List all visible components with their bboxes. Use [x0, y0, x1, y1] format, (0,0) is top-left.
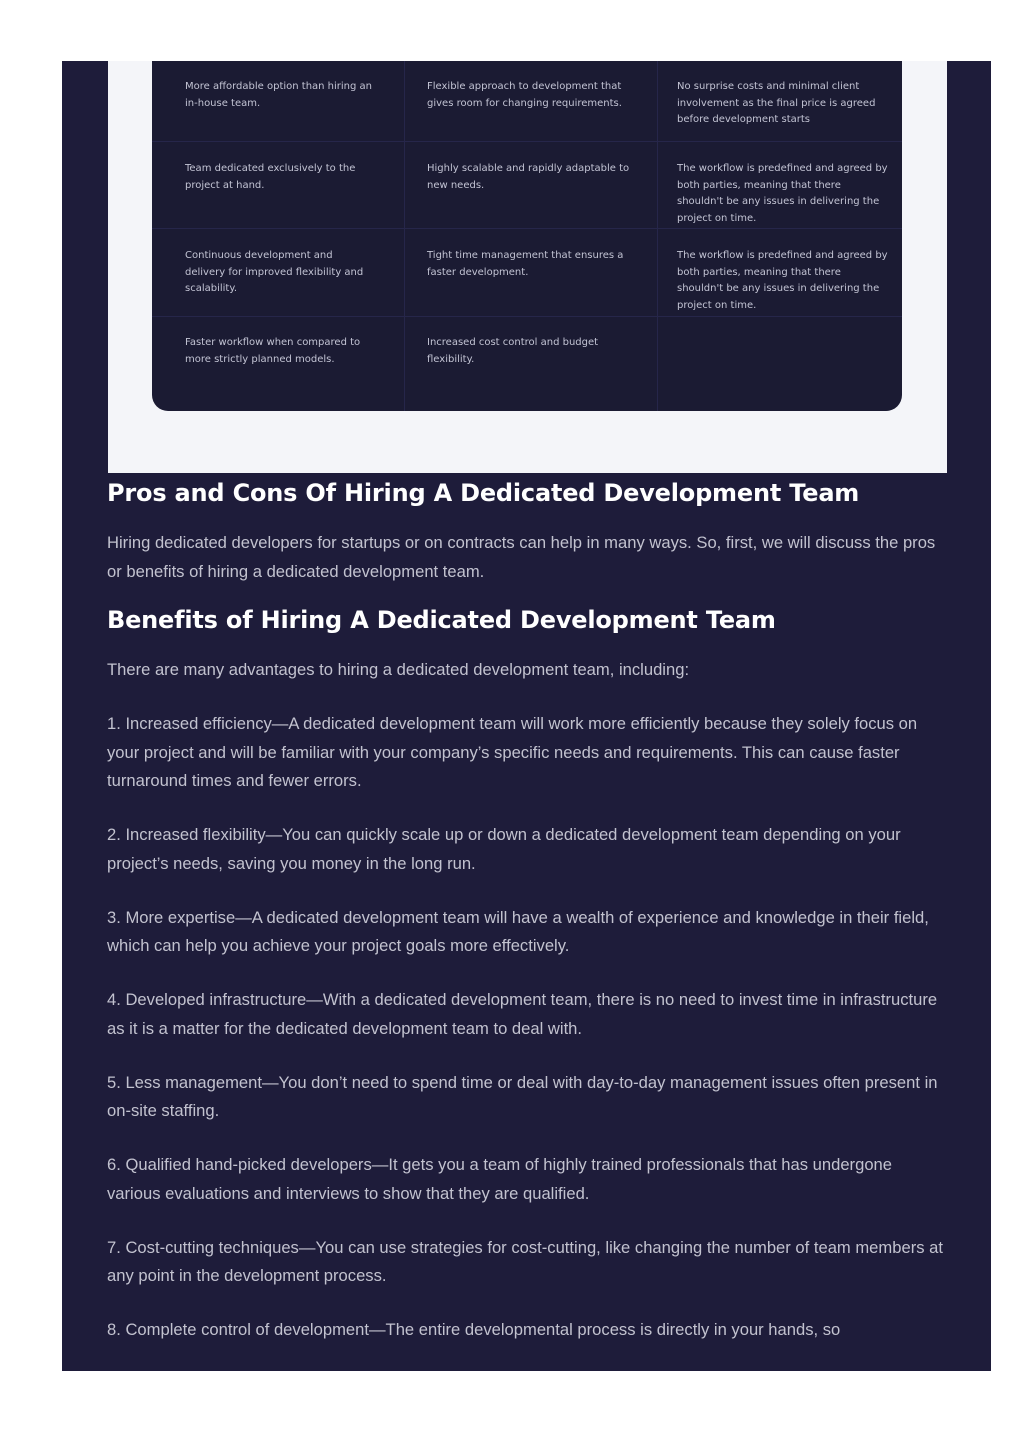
benefit-item: 6. Qualified hand-picked developers—It gets you a team of highly trained professionals that has undergone various evaluations and interviews to show that they are qualified.	[107, 1155, 893, 1203]
article-body	[107, 473, 947, 1345]
intro-paragraph: Hiring dedicated developers for startups or on contracts can help in many ways. So, first, we will discuss the pros or benefits of hiring a dedicated development team.	[107, 533, 936, 581]
comparison-table-image	[108, 61, 947, 473]
table-cell: Team dedicated exclusively to the project at hand.	[152, 141, 405, 228]
benefit-item: 8. Complete control of development—The entire developmental process is directly in your hands, so	[107, 1320, 841, 1339]
comparison-table	[152, 61, 902, 411]
table-row	[152, 61, 902, 142]
article-panel	[62, 61, 991, 1371]
table-cell: Tight time management that ensures a faster development.	[405, 228, 658, 316]
benefit-item: 7. Cost-cutting techniques—You can use strategies for cost-cutting, like changing the number of team members at any point in the development process.	[107, 1237, 943, 1285]
section-heading-pros-cons: Pros and Cons Of Hiring A Dedicated Development Team	[107, 479, 860, 507]
benefit-item: 1. Increased efficiency—A dedicated development team will work more efficiently because they solely focus on your project and will be familiar with your company’s specific needs and requirements. This can cause faster turnaround times and fewer errors.	[107, 714, 918, 790]
table-cell: Continuous development and delivery for improved flexibility and scalability.	[152, 228, 405, 316]
table-cell: Flexible approach to development that gives room for changing requirements.	[405, 61, 658, 141]
table-row	[152, 228, 902, 317]
table-row	[152, 141, 902, 229]
benefit-item: 3. More expertise—A dedicated development team will have a wealth of experience and knowledge in their field, which can help you achieve your project goals more effectively.	[107, 907, 929, 955]
table-cell: Faster workflow when compared to more strictly planned models.	[152, 316, 405, 411]
benefit-item: 5. Less management—You don’t need to spend time or deal with day-to-day management issues often present in on-site staffing.	[107, 1072, 938, 1120]
benefit-item: 4. Developed infrastructure—With a dedicated development team, there is no need to invest time in infrastructure as it is a matter for the dedicated development team to deal with.	[107, 990, 938, 1038]
benefit-item: 2. Increased flexibility—You can quickly scale up or down a dedicated development team depending on your project’s needs, saving you money in the long run.	[107, 825, 901, 873]
benefits-lead-paragraph: There are many advantages to hiring a dedicated development team, including:	[107, 660, 690, 679]
table-row	[152, 316, 902, 411]
table-cell: Increased cost control and budget flexibility.	[405, 316, 658, 411]
section-heading-benefits: Benefits of Hiring A Dedicated Development Team	[107, 606, 776, 634]
table-cell: The workflow is predefined and agreed by both parties, meaning that there shouldn't be any issues in delivering the project on time.	[677, 163, 888, 224]
table-cell: No surprise costs and minimal client involvement as the final price is agreed before development starts	[677, 81, 876, 125]
table-cell	[658, 316, 902, 411]
table-cell: More affordable option than hiring an in-house team.	[152, 61, 405, 141]
table-cell: Highly scalable and rapidly adaptable to new needs.	[405, 141, 658, 228]
table-cell: The workflow is predefined and agreed by both parties, meaning that there shouldn't be any issues in delivering the project on time.	[677, 250, 888, 311]
